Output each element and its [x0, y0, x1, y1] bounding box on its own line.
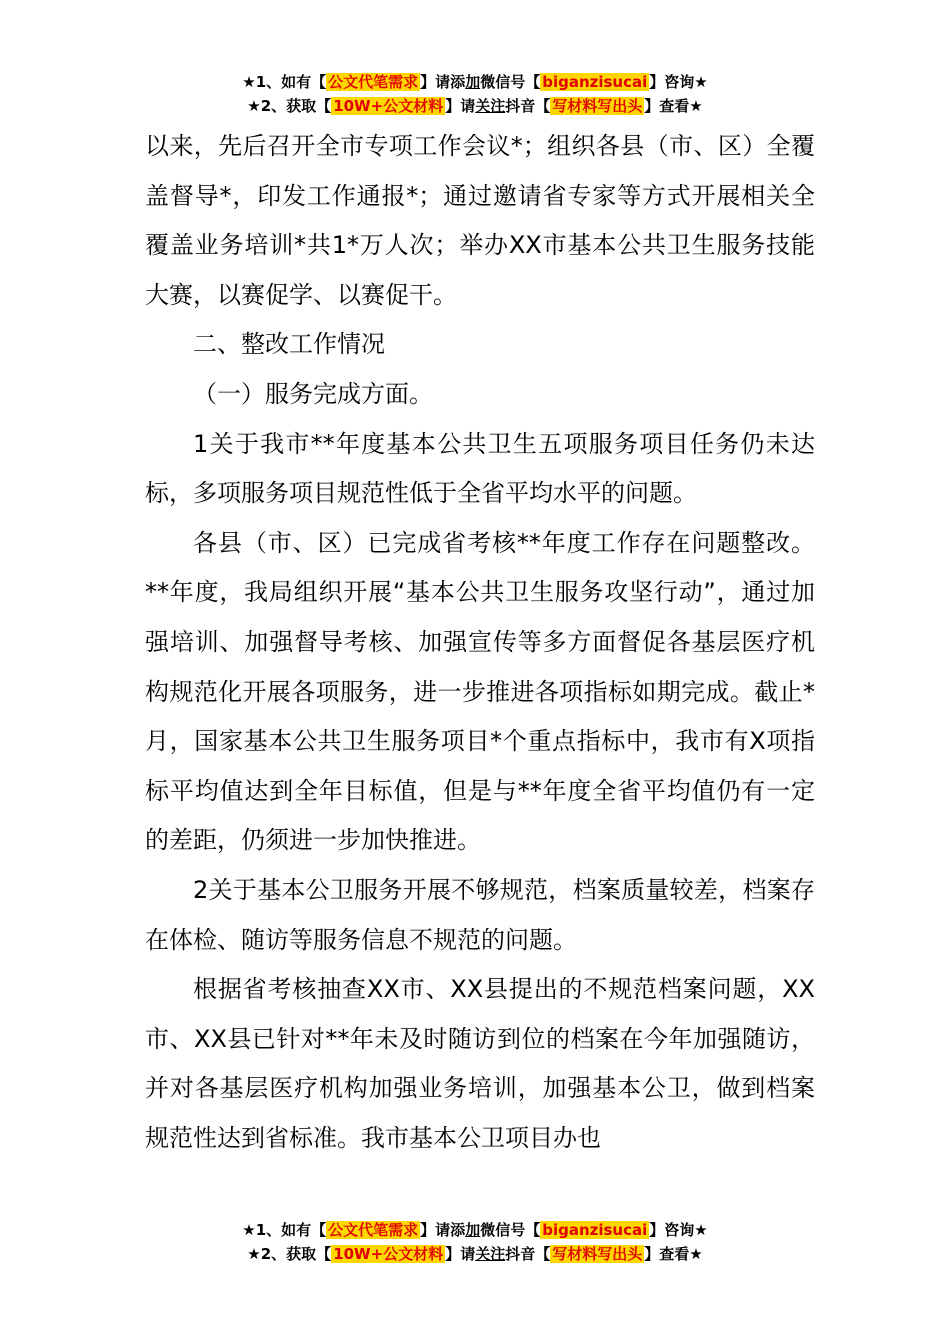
- banner-line-1: ★1、如有【 公文代笔需求 】请添加微信号【 biganzisucai 】咨询★: [242, 1221, 708, 1239]
- highlight-materials: 10W+公文材料: [333, 1245, 444, 1263]
- highlight-douyin: 写材料写出头: [552, 1245, 643, 1263]
- issue-heading: 1关于我市**年度基本公共卫生五项服务项目任务仍未达标，多项服务项目规范性低于全省平均水平的问题。: [145, 429, 815, 508]
- banner-line-2: ★2、获取【 10W+公文材料 】请关注抖音【 写材料写出头 】查看★: [247, 1245, 703, 1263]
- paragraph: 各县（市、区）已完成省考核**年度工作存在问题整改。**年度，我局组织开展“基本公共卫生服务攻坚行动”，通过加强培训、加强督导考核、加强宣传等多方面督促各基层医疗机构规范化开展各项服务，进一步推进各项指标如期完成。截止*月，国家基本公共卫生服务项目*个重点指标中，我市有X项指标平均值达到全年目标值，但是与**年度全省平均值仍有一定的差距，仍须进一步加快推进。: [145, 528, 815, 855]
- paragraph: 以来，先后召开全市专项工作会议*；组织各县（市、区）全覆盖督导*，印发工作通报*；通过邀请省专家等方式开展相关全覆盖业务培训*共1*万人次；举办XX市基本公共卫生服务技能大赛，以赛促学、以赛促干。: [145, 132, 815, 309]
- highlight-douyin: 写材料写出头: [552, 97, 643, 115]
- issue-heading: 2关于基本公卫服务开展不够规范，档案质量较差，档案存在体检、随访等服务信息不规范的问题。: [145, 875, 815, 954]
- highlight-service: 公文代笔需求: [328, 1221, 419, 1239]
- highlight-wechat: biganzisucai: [542, 1221, 648, 1239]
- highlight-materials: 10W+公文材料: [333, 97, 444, 115]
- banner-line-2: ★2、获取【 10W+公文材料 】请关注抖音【 写材料写出头 】查看★: [247, 97, 703, 115]
- section-heading: 二、整改工作情况: [193, 330, 385, 359]
- banner-line-1: ★1、如有【 公文代笔需求 】请添加微信号【 biganzisucai 】咨询★: [242, 73, 708, 91]
- highlight-wechat: biganzisucai: [542, 73, 648, 91]
- subsection-heading: （一）服务完成方面。: [193, 379, 433, 408]
- paragraph: 根据省考核抽查XX市、XX县提出的不规范档案问题，XX市、XX县已针对**年未及时随访到位的档案在今年加强随访，并对各基层医疗机构加强业务培训，加强基本公卫，做到档案规范性达到省标准。我市基本公卫项目办也: [145, 975, 815, 1152]
- highlight-service: 公文代笔需求: [328, 73, 419, 91]
- footer-banner: [0, 1218, 950, 1266]
- document-body: [145, 122, 815, 1163]
- header-banner: [0, 70, 950, 118]
